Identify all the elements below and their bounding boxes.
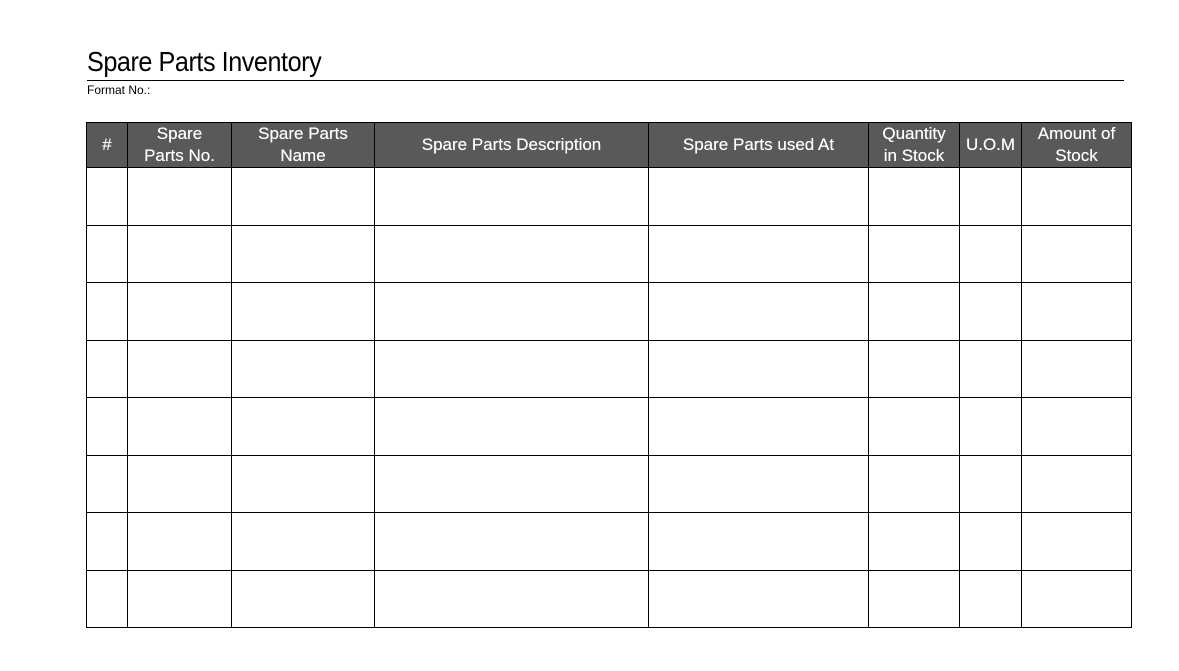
cell-spare-parts-no[interactable]: [128, 168, 232, 226]
cell-used-at[interactable]: [649, 570, 869, 628]
cell-spare-parts-no[interactable]: [128, 570, 232, 628]
cell-description[interactable]: [375, 168, 649, 226]
cell-spare-parts-name[interactable]: [232, 225, 375, 283]
cell-amount[interactable]: [1022, 570, 1132, 628]
cell-quantity[interactable]: [869, 398, 960, 456]
column-header-quantity: Quantity in Stock: [869, 123, 960, 168]
table-row: [87, 283, 1132, 341]
cell-amount[interactable]: [1022, 168, 1132, 226]
cell-description[interactable]: [375, 398, 649, 456]
table-row: [87, 398, 1132, 456]
cell-spare-parts-name[interactable]: [232, 168, 375, 226]
cell-spare-parts-name[interactable]: [232, 455, 375, 513]
cell-quantity[interactable]: [869, 168, 960, 226]
cell-number[interactable]: [87, 513, 128, 571]
cell-used-at[interactable]: [649, 513, 869, 571]
table-row: [87, 455, 1132, 513]
cell-quantity[interactable]: [869, 570, 960, 628]
cell-quantity[interactable]: [869, 455, 960, 513]
cell-spare-parts-no[interactable]: [128, 340, 232, 398]
cell-uom[interactable]: [960, 455, 1022, 513]
cell-number[interactable]: [87, 283, 128, 341]
cell-quantity[interactable]: [869, 225, 960, 283]
cell-spare-parts-no[interactable]: [128, 283, 232, 341]
cell-uom[interactable]: [960, 398, 1022, 456]
cell-spare-parts-no[interactable]: [128, 225, 232, 283]
cell-uom[interactable]: [960, 513, 1022, 571]
cell-uom[interactable]: [960, 283, 1022, 341]
table-row: [87, 168, 1132, 226]
title-divider: [87, 80, 1124, 81]
cell-description[interactable]: [375, 283, 649, 341]
cell-number[interactable]: [87, 570, 128, 628]
cell-uom[interactable]: [960, 168, 1022, 226]
table-header-row: [87, 123, 1132, 168]
table-row: [87, 513, 1132, 571]
cell-number[interactable]: [87, 168, 128, 226]
column-header-used-at: Spare Parts used At: [649, 123, 869, 168]
cell-number[interactable]: [87, 225, 128, 283]
inventory-table: [86, 122, 1132, 628]
cell-description[interactable]: [375, 570, 649, 628]
column-header-spare-parts-name: Spare Parts Name: [232, 123, 375, 168]
cell-number[interactable]: [87, 340, 128, 398]
cell-spare-parts-no[interactable]: [128, 513, 232, 571]
cell-number[interactable]: [87, 398, 128, 456]
cell-uom[interactable]: [960, 570, 1022, 628]
cell-number[interactable]: [87, 455, 128, 513]
page-title: Spare Parts Inventory: [87, 46, 322, 77]
cell-quantity[interactable]: [869, 340, 960, 398]
cell-uom[interactable]: [960, 225, 1022, 283]
cell-quantity[interactable]: [869, 283, 960, 341]
cell-spare-parts-name[interactable]: [232, 340, 375, 398]
cell-amount[interactable]: [1022, 398, 1132, 456]
cell-description[interactable]: [375, 513, 649, 571]
column-header-amount: Amount of Stock: [1022, 123, 1132, 168]
cell-uom[interactable]: [960, 340, 1022, 398]
cell-used-at[interactable]: [649, 225, 869, 283]
cell-spare-parts-name[interactable]: [232, 398, 375, 456]
column-header-description: Spare Parts Description: [375, 123, 649, 168]
table-row: [87, 340, 1132, 398]
cell-amount[interactable]: [1022, 225, 1132, 283]
cell-spare-parts-name[interactable]: [232, 570, 375, 628]
cell-amount[interactable]: [1022, 340, 1132, 398]
cell-amount[interactable]: [1022, 283, 1132, 341]
cell-spare-parts-name[interactable]: [232, 513, 375, 571]
cell-used-at[interactable]: [649, 283, 869, 341]
table-row: [87, 570, 1132, 628]
column-header-uom: U.O.M: [960, 123, 1022, 168]
cell-spare-parts-name[interactable]: [232, 283, 375, 341]
cell-description[interactable]: [375, 340, 649, 398]
cell-description[interactable]: [375, 225, 649, 283]
cell-amount[interactable]: [1022, 455, 1132, 513]
format-no-label: Format No.:: [87, 83, 151, 97]
cell-used-at[interactable]: [649, 398, 869, 456]
column-header-spare-parts-no: Spare Parts No.: [128, 123, 232, 168]
cell-spare-parts-no[interactable]: [128, 455, 232, 513]
cell-used-at[interactable]: [649, 455, 869, 513]
column-header-number: #: [87, 123, 128, 168]
table-row: [87, 225, 1132, 283]
cell-amount[interactable]: [1022, 513, 1132, 571]
cell-used-at[interactable]: [649, 340, 869, 398]
cell-quantity[interactable]: [869, 513, 960, 571]
cell-spare-parts-no[interactable]: [128, 398, 232, 456]
cell-description[interactable]: [375, 455, 649, 513]
cell-used-at[interactable]: [649, 168, 869, 226]
